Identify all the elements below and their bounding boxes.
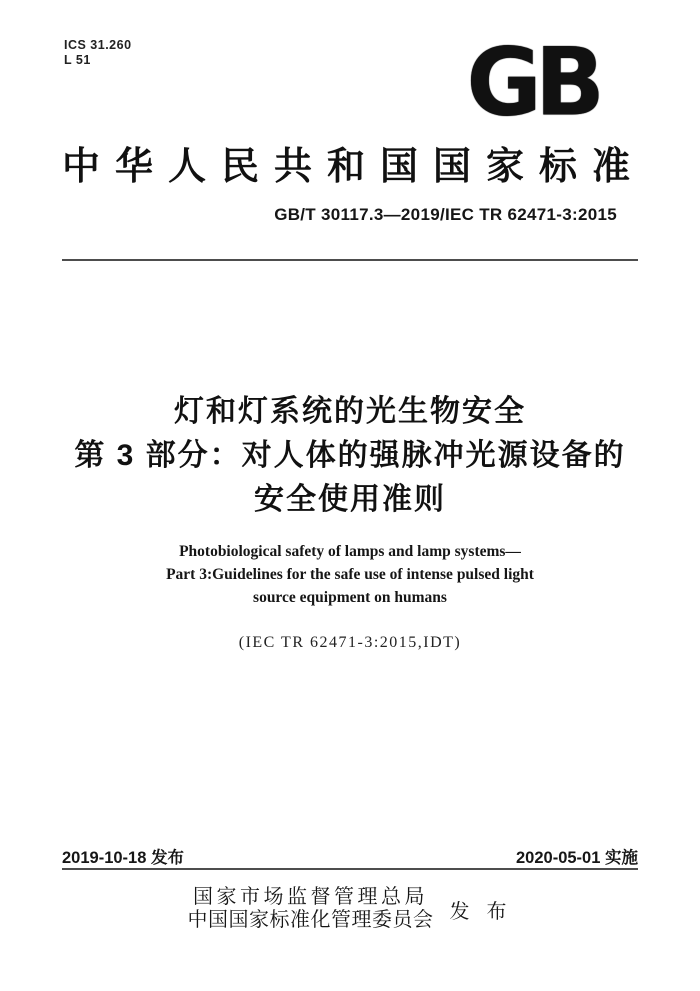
gb-logo: GB	[466, 27, 598, 138]
issuer-names	[188, 886, 434, 932]
footer-divider	[62, 868, 638, 870]
publisher-block	[0, 886, 700, 932]
implementation-date: 2020-05-01 实施	[516, 849, 638, 867]
chinese-title	[0, 390, 700, 522]
english-title-line-1: Photobiological safety of lamps and lamp systems—	[179, 543, 521, 560]
english-title-line-2: Part 3:Guidelines for the safe use of intense pulsed light	[166, 566, 534, 583]
english-title-line-3: source equipment on humans	[253, 589, 447, 606]
issue-label: 发 布	[449, 900, 513, 923]
english-title	[0, 540, 700, 609]
chinese-title-line-2: 第 3 部分：对人体的强脉冲光源设备的	[74, 439, 626, 472]
ics-code: ICS 31.260	[64, 38, 132, 52]
dates-row	[62, 844, 638, 868]
header-divider	[62, 259, 638, 261]
chinese-title-line-3: 安全使用准则	[254, 483, 446, 516]
adoption-note: (IEC TR 62471-3:2015,IDT)	[238, 634, 462, 651]
chinese-title-line-1: 灯和灯系统的光生物安全	[174, 395, 526, 428]
standard-code: GB/T 30117.3—2019/IEC TR 62471-3:2015	[274, 205, 617, 224]
issuer-line-2: 中国国家标准化管理委员会	[187, 909, 434, 931]
ics-classification-block	[64, 38, 132, 68]
issue-date: 2019-10-18 发布	[62, 849, 184, 867]
issuer-line-1: 国家市场监督管理总局	[193, 886, 428, 908]
national-standard-heading: 中华人民共和国国家标准	[62, 146, 646, 188]
classification-code: L 51	[64, 53, 91, 67]
